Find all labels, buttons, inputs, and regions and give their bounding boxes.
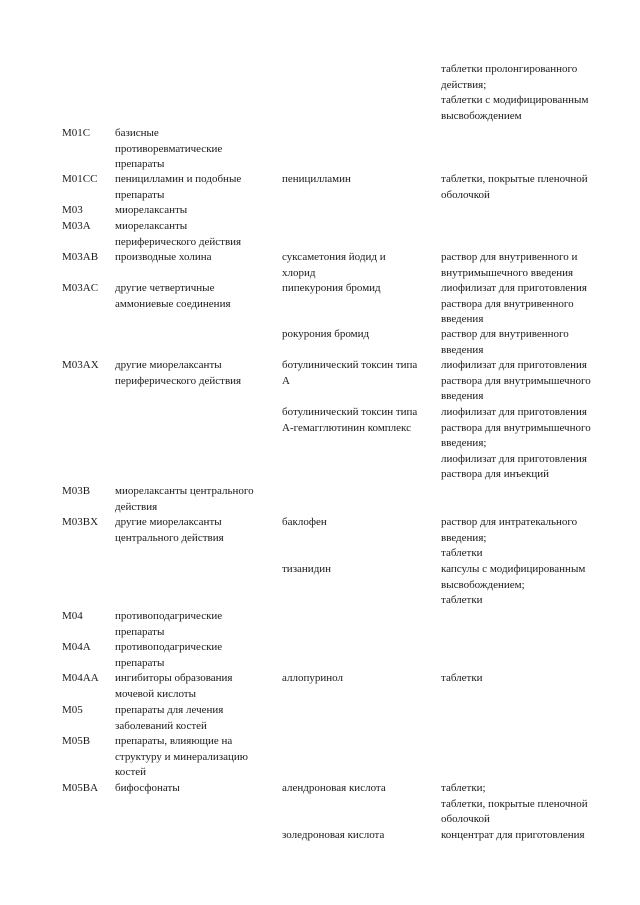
table-row (0, 515, 640, 560)
drug-name-line: ботулинический токсин типа (282, 359, 418, 371)
dosage-form (441, 62, 588, 124)
dosage-form-line: высвобождением; (441, 578, 525, 591)
dosage-form-line: таблетки; (441, 782, 486, 794)
atc-code: M04 (62, 610, 83, 622)
dosage-form-line: таблетки с модифицированным (441, 94, 589, 107)
dosage-form-line: раствор для внутривенного (441, 328, 569, 340)
table-row (0, 640, 640, 669)
atc-group-name-line: ингибиторы образования (115, 672, 233, 684)
drug-name-line: ботулинический токсин типа (282, 406, 418, 418)
atc-group-name-line: костей (115, 766, 147, 779)
drug-name (282, 250, 386, 281)
atc-code: M01CC (62, 173, 98, 185)
atc-group-name (115, 609, 222, 640)
table-row (0, 219, 640, 248)
atc-group-name-line: бифосфонаты (115, 782, 180, 794)
dosage-form-line: лиофилизат для приготовления (441, 282, 587, 294)
table-row (0, 484, 640, 513)
atc-code: M04AA (62, 672, 99, 684)
dosage-form (441, 781, 588, 828)
dosage-form-line: введения; (441, 531, 487, 544)
drug-name (282, 828, 384, 844)
dosage-form-line: раствор для интратекального (441, 516, 578, 528)
atc-group-name-line: миорелаксанты (115, 220, 188, 232)
dosage-form (441, 562, 585, 609)
table-row (0, 126, 640, 171)
dosage-form (441, 405, 591, 483)
atc-group-name (115, 703, 223, 734)
atc-group-name-line: аммониевые соединения (115, 297, 231, 310)
atc-group-name-line: препараты, влияющие на (115, 735, 233, 747)
drug-name-line: рокурония бромид (282, 328, 370, 340)
dosage-form (441, 250, 577, 281)
dosage-form-line: оболочкой (441, 813, 490, 826)
drug-name-line: тизанидин (282, 563, 332, 575)
atc-group-name-line: препараты (115, 656, 165, 669)
atc-group-name-line: другие четвертичные (115, 282, 215, 294)
atc-group-name-line: периферического действия (115, 374, 242, 387)
drug-name-line: аллопуринол (282, 672, 343, 684)
atc-code: M05B (62, 735, 91, 747)
table-row (0, 562, 640, 607)
atc-group-name (115, 358, 241, 389)
dosage-form-line: таблетки пролонгированного (441, 63, 578, 75)
dosage-form (441, 172, 588, 203)
drug-name-line: хлорид (282, 266, 316, 279)
dosage-form-line: таблетки (441, 547, 483, 560)
drug-name (282, 781, 386, 797)
atc-code: M03A (62, 220, 91, 232)
atc-group-name-line: пеницилламин и подобные (115, 173, 242, 185)
table-row (0, 405, 640, 481)
dosage-form (441, 327, 569, 358)
dosage-form-line: раствора для внутривенного (441, 297, 574, 310)
atc-group-name-line: препараты (115, 158, 165, 171)
atc-group-name (115, 203, 187, 219)
atc-code: M05 (62, 704, 83, 716)
atc-code: M04A (62, 641, 91, 653)
atc-code: M01C (62, 127, 91, 139)
table-row (0, 609, 640, 638)
atc-group-name-line: противоподагрические (115, 610, 223, 622)
dosage-form-line: введения (441, 390, 484, 403)
atc-group-name-line: противоревматические (115, 142, 223, 155)
dosage-form-line: внутримышечного введения (441, 266, 574, 279)
dosage-form (441, 358, 591, 405)
atc-group-name (115, 281, 231, 312)
atc-group-name (115, 671, 232, 702)
atc-group-name (115, 172, 241, 203)
table-row (0, 358, 640, 403)
atc-group-name (115, 734, 248, 781)
dosage-form (441, 281, 587, 328)
drug-name-line: пипекурония бромид (282, 282, 381, 294)
atc-group-name (115, 126, 222, 173)
table-row (0, 734, 640, 779)
atc-group-name-line: заболеваний костей (115, 719, 207, 732)
drug-name-line: алендроновая кислота (282, 782, 386, 794)
drug-name (282, 172, 351, 188)
dosage-form-line: раствора для инъекций (441, 468, 550, 481)
dosage-form (441, 828, 585, 844)
drug-name (282, 358, 417, 389)
dosage-form-line: введения (441, 313, 484, 326)
atc-group-name-line: центрального действия (115, 531, 224, 544)
atc-group-name-line: мочевой кислоты (115, 687, 197, 700)
dosage-form-line: введения; (441, 437, 487, 450)
drug-name-line: A (282, 374, 290, 387)
atc-group-name-line: производные холина (115, 251, 212, 263)
atc-group-name (115, 250, 212, 266)
atc-group-name-line: препараты (115, 625, 165, 638)
table-row (0, 203, 640, 216)
dosage-form-line: лиофилизат для приготовления (441, 452, 587, 465)
atc-group-name (115, 219, 241, 250)
atc-code: M05BA (62, 782, 99, 794)
table-row (0, 172, 640, 201)
dosage-form (441, 671, 483, 687)
dosage-form-line: таблетки, покрытые пленочной (441, 173, 588, 185)
dosage-form-line: оболочкой (441, 188, 490, 201)
atc-code: M03B (62, 485, 91, 497)
atc-code: M03AX (62, 359, 99, 371)
atc-code: M03AC (62, 282, 99, 294)
table-row (0, 671, 640, 700)
dosage-form-line: таблетки, покрытые пленочной (441, 797, 588, 810)
atc-group-name-line: периферического действия (115, 235, 242, 248)
drug-name (282, 327, 369, 343)
drug-name-line: суксаметония йодид и (282, 251, 386, 263)
drug-name (282, 515, 327, 531)
dosage-form-line: действия; (441, 78, 487, 91)
drug-name-line: золедроновая кислота (282, 829, 385, 841)
atc-group-name (115, 781, 180, 797)
atc-group-name-line: миорелаксанты (115, 204, 188, 216)
table-row (0, 250, 640, 279)
drug-name (282, 671, 343, 687)
atc-group-name-line: миорелаксанты центрального (115, 485, 254, 497)
dosage-form-line: таблетки (441, 672, 483, 684)
dosage-form (441, 515, 577, 562)
atc-group-name-line: другие миорелаксанты (115, 516, 222, 528)
dosage-form-line: раствор для внутривенного и (441, 251, 578, 263)
atc-group-name-line: препараты для лечения (115, 704, 224, 716)
dosage-form-line: лиофилизат для приготовления (441, 406, 587, 418)
atc-group-name (115, 484, 254, 515)
table-row (0, 62, 640, 122)
atc-code: M03 (62, 204, 83, 216)
dosage-form-line: таблетки (441, 594, 483, 607)
dosage-form-line: концентрат для приготовления (441, 829, 585, 841)
table-row (0, 703, 640, 732)
atc-group-name-line: структуру и минерализацию (115, 750, 248, 763)
atc-code: M03BX (62, 516, 99, 528)
dosage-form-line: капсулы с модифицированным (441, 563, 586, 575)
drug-name (282, 405, 417, 436)
atc-group-name-line: противоподагрические (115, 641, 223, 653)
drug-name (282, 281, 381, 297)
drug-name (282, 562, 331, 578)
atc-group-name-line: базисные (115, 127, 159, 139)
drug-name-line: A-гемагглютинин комплекс (282, 421, 412, 434)
dosage-form-line: раствора для внутримышечного (441, 421, 591, 434)
atc-code: M03AB (62, 251, 99, 263)
drug-name-line: пеницилламин (282, 173, 351, 185)
dosage-form-line: введения (441, 343, 484, 356)
atc-group-name (115, 515, 224, 546)
table-row (0, 327, 640, 356)
table-row (0, 828, 640, 841)
table-row (0, 781, 640, 826)
dosage-form-line: высвобождением (441, 109, 522, 122)
atc-group-name (115, 640, 222, 671)
atc-group-name-line: действия (115, 500, 158, 513)
dosage-form-line: лиофилизат для приготовления (441, 359, 587, 371)
atc-group-name-line: препараты (115, 188, 165, 201)
atc-group-name-line: другие миорелаксанты (115, 359, 222, 371)
table-row (0, 281, 640, 326)
dosage-form-line: раствора для внутримышечного (441, 374, 591, 387)
drug-name-line: баклофен (282, 516, 327, 528)
